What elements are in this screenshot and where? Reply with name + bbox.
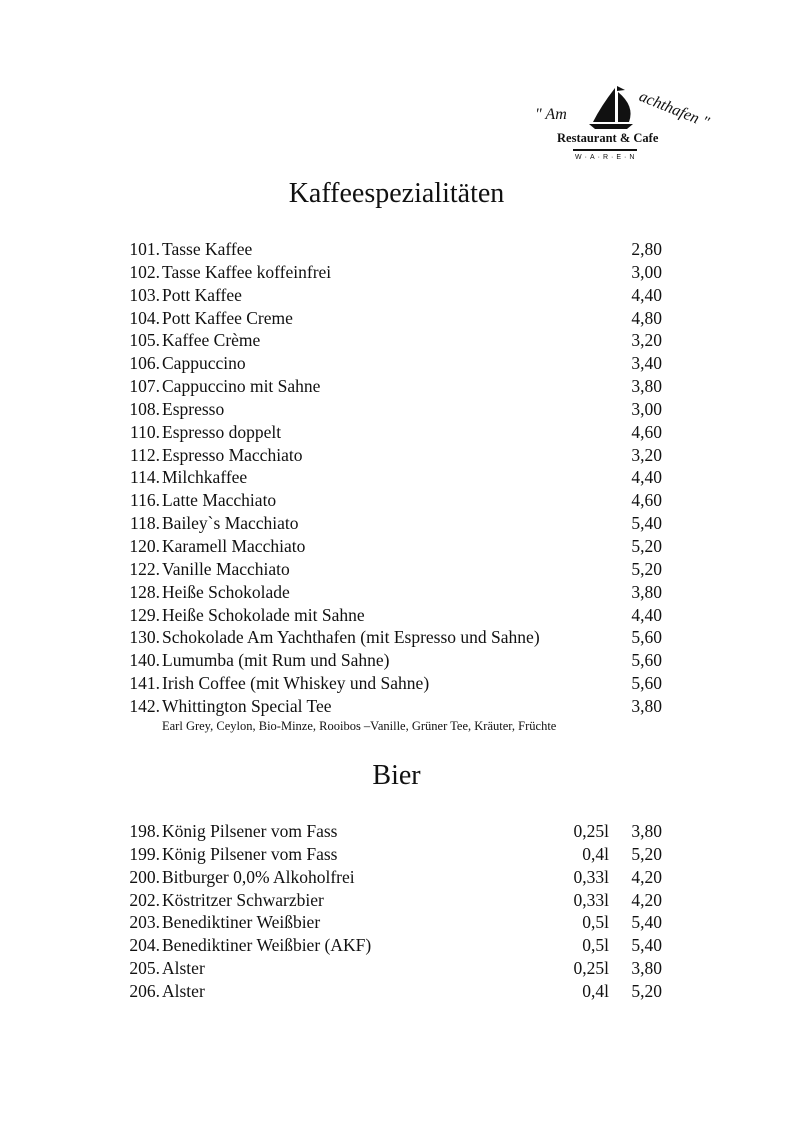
item-price: 4,60	[631, 421, 662, 442]
item-price: 3,00	[631, 261, 662, 282]
menu-item	[110, 558, 670, 581]
item-number: 129.	[129, 604, 160, 625]
item-name: Whittington Special Tee	[162, 695, 332, 716]
item-name: Köstritzer Schwarzbier	[162, 889, 324, 910]
item-price: 3,00	[631, 398, 662, 419]
menu-item	[110, 238, 670, 261]
item-number: 130.	[129, 627, 160, 648]
item-number: 202.	[129, 889, 160, 910]
item-name: Benediktiner Weißbier (AKF)	[162, 935, 372, 956]
item-name: Kaffee Crème	[162, 330, 261, 351]
item-number: 103.	[129, 284, 160, 305]
menu-item	[110, 866, 670, 889]
item-name: Heiße Schokolade	[162, 581, 290, 602]
item-number: 112.	[130, 444, 160, 465]
item-number: 101.	[129, 239, 160, 259]
item-name: Tasse Kaffee koffeinfrei	[162, 261, 332, 282]
item-price: 3,80	[631, 581, 662, 602]
menu-item	[110, 843, 670, 866]
item-number: 110.	[130, 421, 160, 442]
item-name: König Pilsener vom Fass	[162, 821, 338, 841]
item-name: Benediktiner Weißbier	[162, 912, 321, 933]
item-number: 106.	[129, 353, 160, 374]
item-number: 105.	[129, 330, 160, 351]
item-price: 2,80	[631, 239, 662, 259]
item-name: Espresso	[162, 398, 225, 419]
item-name: Espresso doppelt	[162, 421, 282, 442]
section-title-coffee: Kaffeespezialitäten	[288, 178, 505, 209]
menu-item	[110, 307, 670, 330]
item-name: Cappuccino mit Sahne	[162, 376, 321, 397]
item-price: 3,80	[631, 821, 662, 841]
item-price: 3,80	[631, 958, 662, 979]
item-price: 3,80	[631, 695, 662, 716]
item-price: 5,60	[631, 673, 662, 694]
item-note: Earl Grey, Ceylon, Bio-Minze, Rooibos –Vanille, Grüner Tee, Kräuter, Früchte	[162, 718, 557, 733]
item-number: 122.	[129, 558, 160, 579]
menu-item	[110, 820, 670, 843]
item-number: 200.	[129, 866, 160, 887]
item-price: 4,40	[631, 604, 662, 625]
item-number: 140.	[129, 650, 160, 671]
item-price: 5,60	[631, 650, 662, 671]
item-number: 142.	[129, 695, 160, 716]
item-name: Lumumba (mit Rum und Sahne)	[162, 650, 390, 671]
menu-item	[110, 466, 670, 489]
item-name: Milchkaffee	[162, 467, 248, 488]
menu-item	[110, 421, 670, 444]
item-volume: 0,33l	[573, 889, 609, 910]
menu-item	[110, 957, 670, 980]
menu-item	[110, 626, 670, 649]
item-volume: 0,25l	[573, 958, 609, 979]
item-number: 120.	[129, 535, 160, 556]
item-name: Espresso Macchiato	[162, 444, 303, 465]
item-price: 4,20	[631, 889, 662, 910]
item-number: 108.	[129, 398, 160, 419]
item-number: 206.	[129, 980, 160, 1001]
item-price: 4,40	[631, 467, 662, 488]
item-number: 102.	[129, 261, 160, 282]
item-price: 4,20	[631, 866, 662, 887]
item-name: Alster	[162, 980, 205, 1001]
menu-item	[110, 444, 670, 467]
item-price: 5,20	[631, 535, 662, 556]
beer-list	[110, 820, 670, 1003]
item-number: 203.	[129, 912, 160, 933]
item-price: 4,80	[631, 307, 662, 328]
item-volume: 0,4l	[582, 843, 609, 864]
item-price: 3,40	[631, 353, 662, 374]
item-name: Heiße Schokolade mit Sahne	[162, 604, 365, 625]
item-price: 4,60	[631, 490, 662, 511]
item-price: 5,60	[631, 627, 662, 648]
menu-item	[110, 911, 670, 934]
item-volume: 0,33l	[573, 866, 609, 887]
item-price: 5,20	[631, 843, 662, 864]
item-price: 3,20	[631, 444, 662, 465]
item-name: Irish Coffee (mit Whiskey und Sahne)	[162, 673, 430, 694]
item-number: 141.	[129, 673, 160, 694]
menu-item	[110, 980, 670, 1003]
item-price: 3,80	[631, 376, 662, 397]
logo-subtitle: Restaurant & Cafe	[557, 131, 659, 145]
menu-item	[110, 581, 670, 604]
menu-item	[110, 649, 670, 672]
item-number: 198.	[129, 821, 160, 841]
item-name: Cappuccino	[162, 353, 246, 374]
coffee-list	[110, 238, 670, 741]
item-name: Latte Macchiato	[162, 490, 277, 511]
menu-item	[110, 284, 670, 307]
item-price: 5,40	[631, 513, 662, 534]
restaurant-logo	[535, 86, 710, 170]
item-name: Bitburger 0,0% Alkoholfrei	[162, 866, 355, 887]
item-number: 199.	[129, 843, 160, 864]
item-price: 4,40	[631, 284, 662, 305]
item-name: Vanille Macchiato	[162, 558, 290, 579]
section-title-beer: Bier	[372, 760, 421, 791]
item-number: 205.	[129, 958, 160, 979]
item-name: Pott Kaffee	[162, 284, 242, 305]
menu-item	[110, 535, 670, 558]
menu-item	[110, 352, 670, 375]
item-volume: 0,5l	[582, 912, 609, 933]
menu-item	[110, 398, 670, 421]
menu-item	[110, 604, 670, 627]
menu-item	[110, 889, 670, 912]
item-number: 114.	[130, 467, 160, 488]
item-name: König Pilsener vom Fass	[162, 843, 338, 864]
item-number: 128.	[129, 581, 160, 602]
item-name: Karamell Macchiato	[162, 535, 306, 556]
logo-script-right: achthafen "	[636, 88, 712, 132]
item-name: Bailey`s Macchiato	[162, 513, 299, 534]
logo-script-left: " Am	[535, 106, 567, 123]
item-price: 5,40	[631, 935, 662, 956]
item-number: 104.	[129, 307, 160, 328]
menu-item	[110, 329, 670, 352]
menu-item	[110, 934, 670, 957]
menu-note-row	[110, 718, 670, 741]
menu-item	[110, 375, 670, 398]
menu-item	[110, 489, 670, 512]
item-volume: 0,4l	[582, 980, 609, 1001]
item-name: Tasse Kaffee	[162, 239, 253, 259]
item-name: Alster	[162, 958, 205, 979]
logo-city: W·A·R·E·N	[575, 154, 638, 161]
item-price: 3,20	[631, 330, 662, 351]
item-number: 204.	[129, 935, 160, 956]
item-price: 5,40	[631, 912, 662, 933]
menu-item	[110, 512, 670, 535]
item-volume: 0,5l	[582, 935, 609, 956]
item-name: Schokolade Am Yachthafen (mit Espresso und Sahne)	[162, 627, 540, 648]
logo-divider	[573, 149, 637, 151]
item-number: 107.	[129, 376, 160, 397]
item-number: 116.	[130, 490, 160, 511]
sailboat-icon	[587, 86, 637, 131]
menu-item	[110, 261, 670, 284]
item-price: 5,20	[631, 558, 662, 579]
item-name: Pott Kaffee Creme	[162, 307, 293, 328]
menu-item	[110, 672, 670, 695]
item-volume: 0,25l	[573, 821, 609, 841]
item-price: 5,20	[631, 980, 662, 1001]
item-number: 118.	[130, 513, 160, 534]
